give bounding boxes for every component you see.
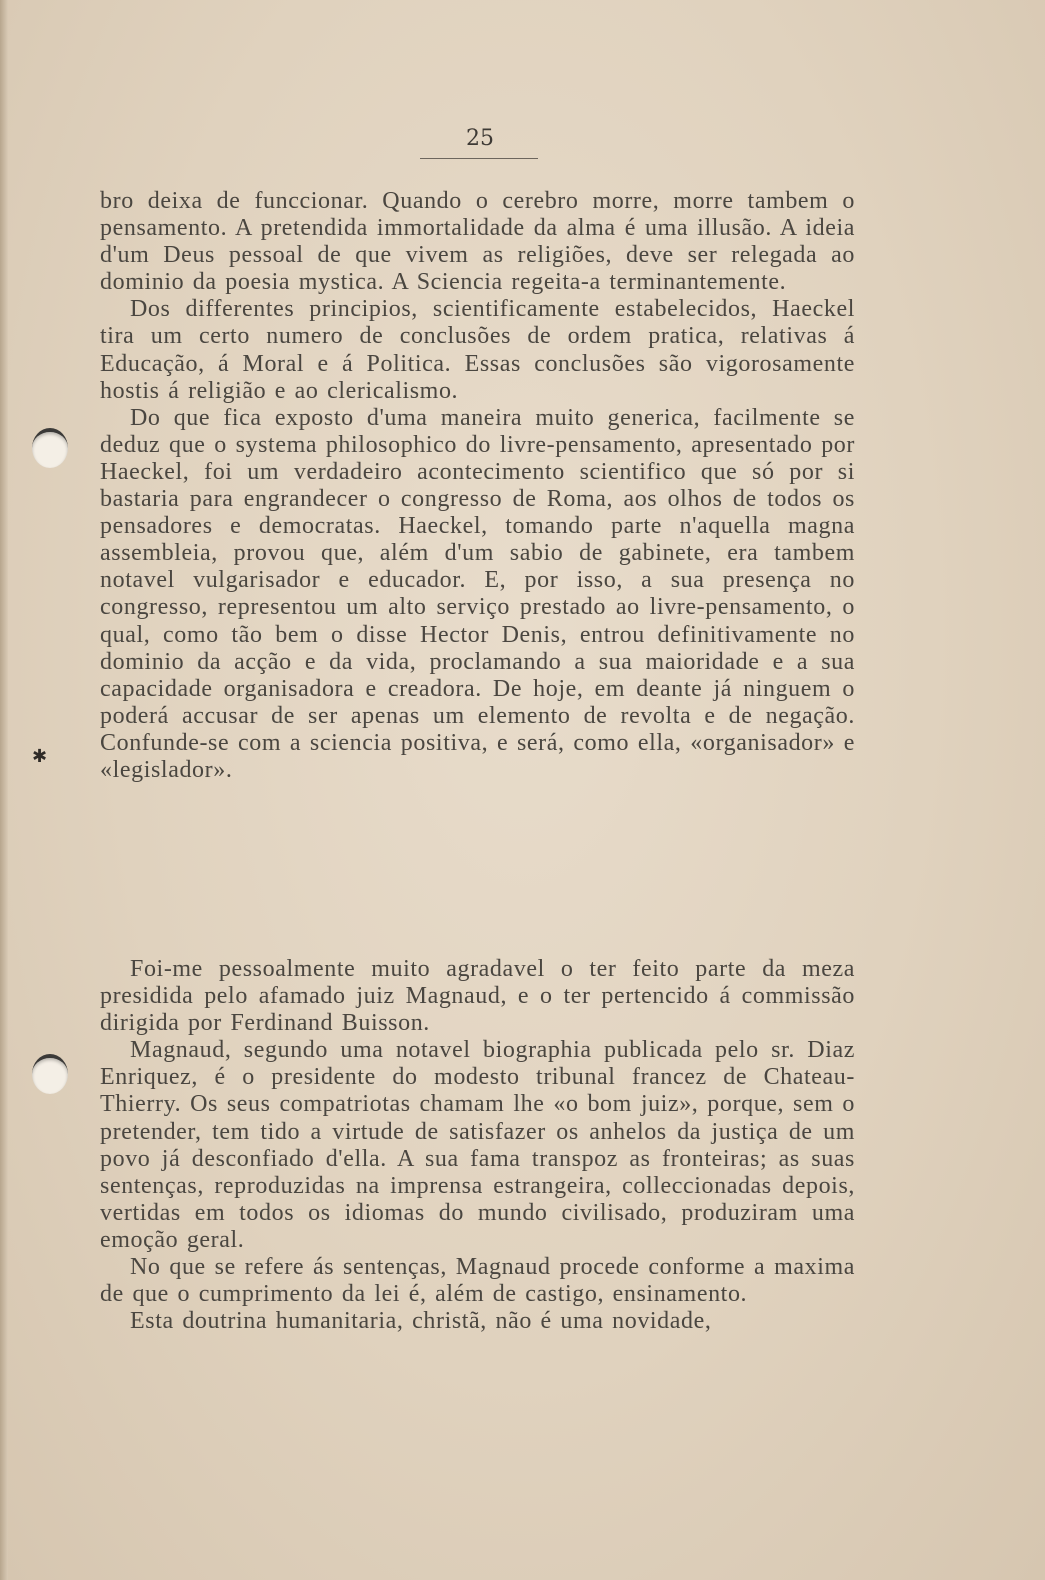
page-edge bbox=[0, 0, 8, 1580]
ink-mark: ✱ bbox=[32, 746, 48, 767]
paragraph: bro deixa de funccionar. Quando o cerebro morre, morre tambem o pensamento. A pretendida immortalidade da alma é uma illusão. A ideia d'um Deus pessoal de que vivem as religiões, deve ser relegada ao dominio da poesia mystica. A Sciencia regeita-a terminantemente. bbox=[100, 188, 855, 296]
binding-hole bbox=[32, 1054, 68, 1094]
header-rule bbox=[420, 158, 538, 159]
paragraph: Esta doutrina humanitaria, christã, não é uma novidade, bbox=[130, 1308, 712, 1335]
paragraph: Dos differentes principios, scientificamente estabelecidos, Haeckel tira um certo numero de conclusões de ordem pratica, relativas á Educação, á Moral e á Politica. Essas conclusões são vigorosamente hostis á religião e ao clericalismo. bbox=[100, 296, 855, 404]
paragraph: No que se refere ás sentenças, Magnaud procede conforme a maxima de que o cumprimento da lei é, além de castigo, ensinamento. bbox=[100, 1254, 855, 1308]
paragraph: Magnaud, segundo uma notavel biographia publicada pelo sr. Diaz Enriquez, é o presidente do modesto tribunal francez de Chateau-Thierry. Os seus compatriotas chamam lhe «o bom juiz», porque, sem o pretender, tem tido a virtude de satisfazer os anhelos da justiça de um povo já desconfiado d'ella. A sua fama transpoz as fronteiras; as suas sentenças, reproduzidas na imprensa estrangeira, colleccionadas depois, vertidas em todos os idiomas do mundo civilisado, produziram uma emoção geral. bbox=[100, 1037, 855, 1253]
paragraph: Foi-me pessoalmente muito agradavel o ter feito parte da meza presidida pelo afamado juiz Magnaud, e o ter pertencido á commissão dirigida por Ferdinand Buisson. bbox=[100, 956, 855, 1037]
page-number: 25 bbox=[466, 126, 494, 151]
paragraph: Do que fica exposto d'uma maneira muito generica, facilmente se deduz que o systema philosophico do livre-pensamento, apresentado por Haeckel, foi um verdadeiro acontecimento scientifico que só por si bastaria para engrandecer o congresso de Roma, aos olhos de todos os pensadores e democratas. Haeckel, tomando parte n'aquella magna assembleia, provou que, além d'um sabio de gabinete, era tambem notavel vulgarisador e educador. E, por isso, a sua presença no congresso, representou um alto serviço prestado ao livre-pensamento, o qual, como tão bem o disse Hector Denis, entrou definitivamente no dominio da acção e da vida, proclamando a sua maioridade e a sua capacidade organisadora e creadora. De hoje, em deante já ninguem o poderá accusar de ser apenas um elemento de revolta e de negação. Confunde-se com a sciencia positiva, e será, como ella, «organisador» e «legislador». bbox=[100, 404, 855, 783]
text-section-2 bbox=[100, 956, 855, 1335]
text-section-1 bbox=[100, 188, 855, 784]
binding-hole bbox=[32, 428, 68, 468]
